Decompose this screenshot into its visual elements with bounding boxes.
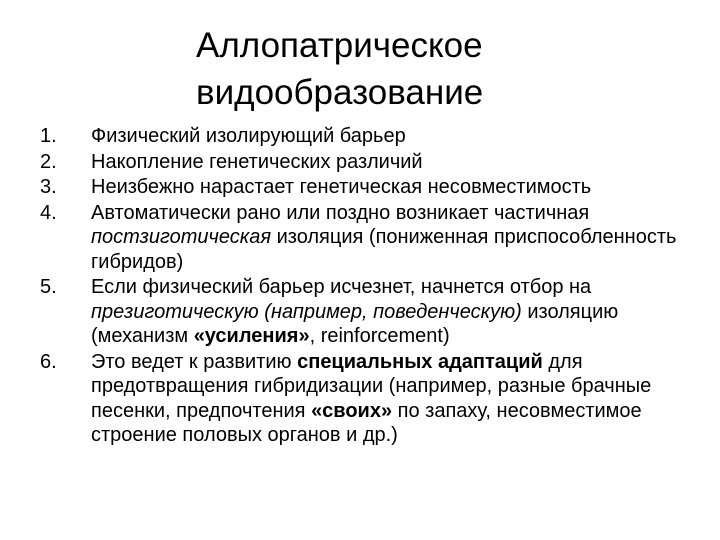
text-run: по запаху, несовместимое строение половых органов и др.) [91,399,642,446]
list-item [40,124,700,149]
text-run: Неизбежно нарастает генетическая несовместимость [91,176,592,198]
text-run: изоляцию (механизм [91,300,619,347]
list-item [40,201,700,275]
list-item [40,150,700,175]
slide-title [196,22,696,116]
list-item-text [91,150,700,175]
list-item-text [91,201,700,275]
text-run: изоляция (пониженная приспособленность гибридов) [91,226,677,273]
list-item-number: 4. [40,201,57,224]
text-run: Это ведет к развитию [91,350,298,373]
list-item-text [91,124,700,149]
list-item-text [91,275,700,349]
text-run: Если физический барьер исчезнет, начнется отбор на [91,276,592,298]
bold-term: «усиления» [193,325,310,347]
list-item-number: 3. [40,176,57,198]
italic-term: презиготическую (например, поведенческую) [91,300,522,323]
numbered-list [40,124,700,449]
slide-title-line-2: видообразование [196,73,484,112]
list-item [40,275,700,349]
text-run: для предотвращения гибридизации (например, разные брачные песенки, предпочтения [91,350,652,422]
list-item-text [91,175,700,200]
list-item [40,175,700,200]
text-run: , reinforcement) [309,325,450,347]
text-run: Физический изолирующий барьер [91,125,406,147]
list-item-number: 5. [40,276,57,298]
slide-title-line-1: Аллопатрическое [196,26,483,65]
text-run: Накопление генетических различий [91,150,423,173]
text-run: Автоматически рано или поздно возникает частичная [91,201,590,224]
bold-term: «своих» [311,399,393,422]
list-item-number: 2. [40,150,57,173]
italic-term: постзиготическая [91,226,272,248]
list-item-text [91,350,700,448]
list-item-number: 1. [40,125,57,147]
list-item-number: 6. [40,350,57,373]
list-item [40,350,700,448]
bold-term: специальных адаптаций [297,350,543,373]
